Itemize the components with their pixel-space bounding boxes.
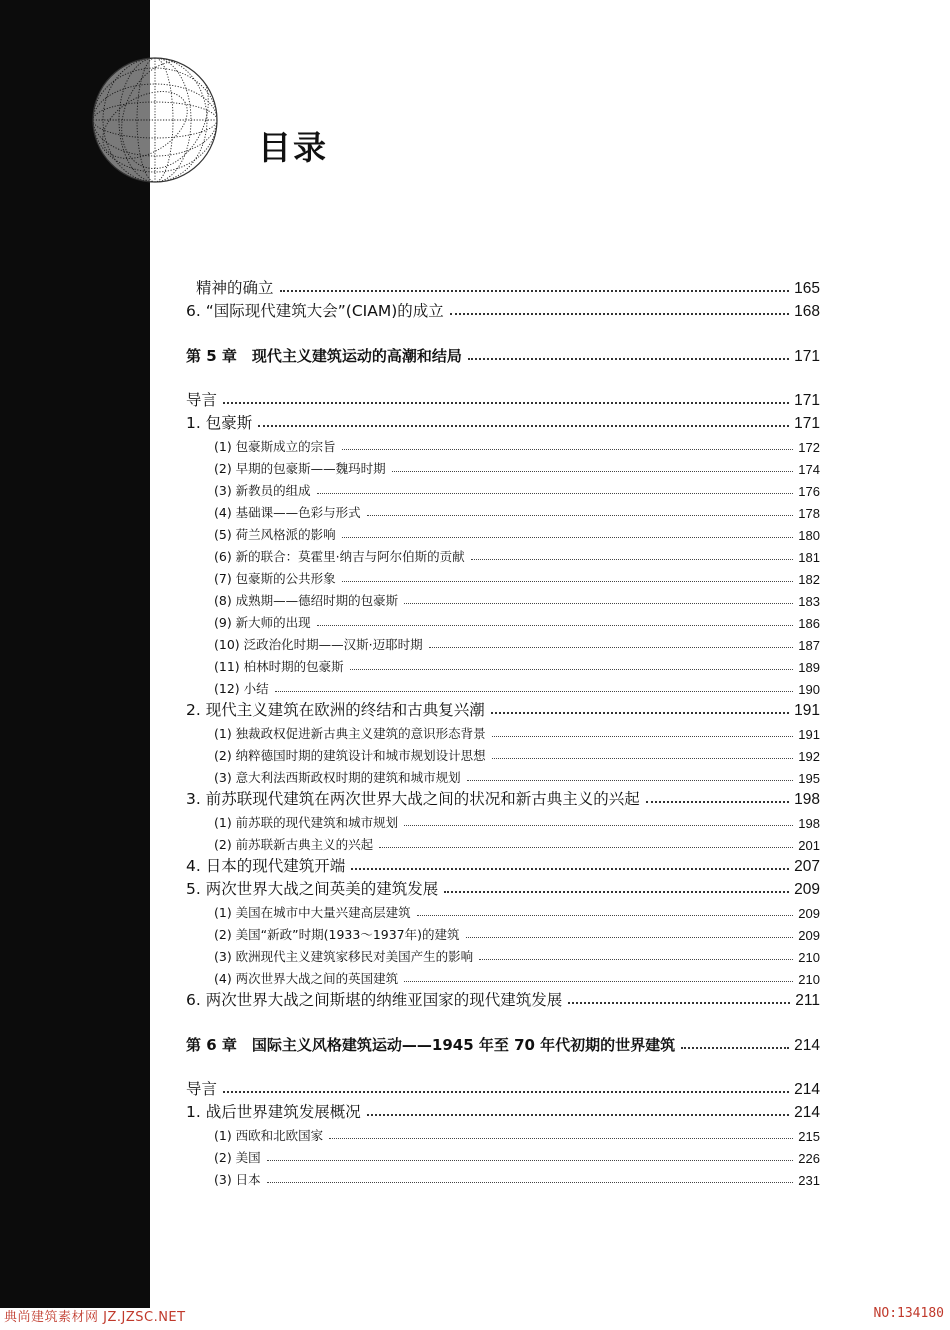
toc-entry-title: (2) 美国“新政”时期(1933～1937年)的建筑 xyxy=(214,927,460,942)
toc-page-number: 198 xyxy=(794,791,820,808)
toc-page-number: 186 xyxy=(798,616,820,631)
toc-page-number: 174 xyxy=(798,462,820,477)
dot-leader xyxy=(646,800,789,803)
toc-entry-title: 导言 xyxy=(186,391,218,409)
toc-subsection-row xyxy=(186,543,820,565)
toc-page-number: 231 xyxy=(798,1173,820,1188)
toc-page-number: 198 xyxy=(798,816,820,831)
toc-page-number: 190 xyxy=(798,682,820,697)
toc-page-number: 183 xyxy=(798,594,820,609)
dot-leader xyxy=(258,424,789,427)
toc-subsection-row xyxy=(186,943,820,965)
dot-leader xyxy=(479,958,793,960)
toc-entry-title: (1) 前苏联的现代建筑和城市规划 xyxy=(214,815,399,830)
toc-entry-title: (2) 纳粹德国时期的建筑设计和城市规划设计思想 xyxy=(214,748,486,763)
dot-leader xyxy=(444,890,789,893)
dot-leader xyxy=(275,690,794,692)
dot-leader xyxy=(342,536,794,538)
dot-leader xyxy=(392,470,794,472)
toc-chapter-row xyxy=(186,342,820,366)
toc-subsection-row xyxy=(186,653,820,675)
toc-entry-title: (3) 意大利法西斯政权时期的建筑和城市规划 xyxy=(214,770,461,785)
toc-page-number: 180 xyxy=(798,528,820,543)
toc-section-row xyxy=(186,1076,820,1099)
dot-leader xyxy=(223,1090,789,1093)
toc-entry-title: 第 5 章 现代主义建筑运动的高潮和结局 xyxy=(186,347,462,365)
dot-leader xyxy=(317,624,794,626)
toc-subsection-row xyxy=(186,742,820,764)
toc-entry-title: (12) 小结 xyxy=(214,681,269,696)
toc-page-number: 187 xyxy=(798,638,820,653)
toc-entry-title: 2. 现代主义建筑在欧洲的终结和古典复兴潮 xyxy=(186,701,485,719)
toc-entry-title: (3) 欧洲现代主义建筑家移民对美国产生的影响 xyxy=(214,949,474,964)
toc-subsection-row xyxy=(186,521,820,543)
toc-subsection-row xyxy=(186,965,820,987)
toc-entry-title: (10) 泛政治化时期——汉斯·迈耶时期 xyxy=(214,637,423,652)
toc-subsection-row xyxy=(186,609,820,631)
toc-subsection-row xyxy=(186,631,820,653)
toc-subsection-row xyxy=(186,477,820,499)
toc-page-number: 168 xyxy=(794,303,820,320)
dot-leader xyxy=(491,711,789,714)
toc-section-row xyxy=(186,987,820,1010)
toc-entry-title: (5) 荷兰风格派的影响 xyxy=(214,527,336,542)
dot-leader xyxy=(568,1001,790,1004)
dot-leader xyxy=(404,602,793,604)
dot-leader xyxy=(404,824,793,826)
toc-page-number: 211 xyxy=(795,992,820,1009)
globe-icon xyxy=(90,55,220,185)
page-title: 目录 xyxy=(258,128,328,167)
toc-page-number: 210 xyxy=(798,972,820,987)
dot-leader xyxy=(492,735,794,737)
toc-page-number: 214 xyxy=(794,1081,820,1098)
toc-subsection-row xyxy=(186,1166,820,1188)
toc-subsection-row xyxy=(186,1122,820,1144)
toc-entry-title: 5. 两次世界大战之间英美的建筑发展 xyxy=(186,880,439,898)
dot-leader xyxy=(367,1113,789,1116)
table-of-contents xyxy=(186,275,820,1188)
toc-entry-title: 1. 战后世界建筑发展概况 xyxy=(186,1103,361,1121)
toc-entry-title: 第 6 章 国际主义风格建筑运动——1945 年至 70 年代初期的世界建筑 xyxy=(186,1036,676,1054)
toc-entry-title: 导言 xyxy=(186,1080,218,1098)
toc-subsection-row xyxy=(186,899,820,921)
toc-entry-title: 4. 日本的现代建筑开端 xyxy=(186,857,346,875)
toc-section-row xyxy=(186,853,820,876)
toc-entry-title: (4) 两次世界大战之间的英国建筑 xyxy=(214,971,399,986)
dot-leader xyxy=(267,1181,794,1183)
toc-section-row xyxy=(186,786,820,809)
toc-page-number: 181 xyxy=(798,550,820,565)
toc-section-row xyxy=(186,697,820,720)
dot-leader xyxy=(351,867,789,870)
toc-entry-title: (1) 独裁政权促进新古典主义建筑的意识形态背景 xyxy=(214,726,486,741)
toc-entry-title: (2) 前苏联新古典主义的兴起 xyxy=(214,837,374,852)
dot-leader xyxy=(681,1046,789,1049)
dot-leader xyxy=(492,757,794,759)
toc-chapter-row xyxy=(186,1031,820,1055)
toc-page-number: 214 xyxy=(794,1104,820,1121)
toc-entry-title: (2) 美国 xyxy=(214,1150,261,1165)
dot-leader xyxy=(223,401,789,404)
toc-page-number: 210 xyxy=(798,950,820,965)
toc-entry-title: (6) 新的联合：莫霍里·纳吉与阿尔伯斯的贡献 xyxy=(214,549,465,564)
toc-section-row xyxy=(186,298,820,321)
toc-subsection-row xyxy=(186,921,820,943)
toc-entry-title: (1) 西欧和北欧国家 xyxy=(214,1128,324,1143)
toc-entry-title: (2) 早期的包豪斯——魏玛时期 xyxy=(214,461,386,476)
toc-page-number: 215 xyxy=(798,1129,820,1144)
toc-page-number: 209 xyxy=(798,928,820,943)
dot-leader xyxy=(267,1159,794,1161)
toc-subsection-row xyxy=(186,565,820,587)
toc-page-number: 214 xyxy=(794,1037,820,1054)
toc-section-row xyxy=(186,876,820,899)
toc-subsection-row xyxy=(186,499,820,521)
dot-leader xyxy=(317,492,794,494)
toc-entry-title: (9) 新大师的出现 xyxy=(214,615,311,630)
dot-leader xyxy=(342,448,794,450)
toc-subsection-row xyxy=(186,587,820,609)
dot-leader xyxy=(450,312,789,315)
toc-subsection-row xyxy=(186,764,820,786)
toc-page-number: 207 xyxy=(794,858,820,875)
black-sidebar xyxy=(0,0,150,1308)
dot-leader xyxy=(367,514,794,516)
toc-page-number: 226 xyxy=(798,1151,820,1166)
toc-page-number: 191 xyxy=(794,702,820,719)
dot-leader xyxy=(429,646,794,648)
toc-page-number: 191 xyxy=(798,727,820,742)
dot-leader xyxy=(280,289,790,292)
toc-entry-title: (11) 柏林时期的包豪斯 xyxy=(214,659,344,674)
toc-entry-title: (1) 美国在城市中大量兴建高层建筑 xyxy=(214,905,411,920)
toc-subsection-row xyxy=(186,720,820,742)
toc-entry-title: (3) 新教员的组成 xyxy=(214,483,311,498)
toc-page-number: 176 xyxy=(798,484,820,499)
toc-page-number: 178 xyxy=(798,506,820,521)
toc-page-number: 209 xyxy=(798,906,820,921)
toc-entry-title: (1) 包豪斯成立的宗旨 xyxy=(214,439,336,454)
dot-leader xyxy=(466,936,794,938)
toc-section-row xyxy=(186,387,820,410)
toc-subsection-row xyxy=(186,831,820,853)
toc-subsection-row xyxy=(186,809,820,831)
toc-subsection-row xyxy=(186,675,820,697)
footer-watermark: 典尚建筑素材网 JZ.JZSC.NET xyxy=(4,1310,186,1325)
dot-leader xyxy=(350,668,794,670)
toc-section-row xyxy=(186,1099,820,1122)
toc-entry-title: 精神的确立 xyxy=(196,279,274,297)
toc-page-number: 171 xyxy=(794,415,820,432)
toc-page-number: 171 xyxy=(794,348,820,365)
toc-page-number: 195 xyxy=(798,771,820,786)
toc-entry-title: 1. 包豪斯 xyxy=(186,414,253,432)
toc-subsection-row xyxy=(186,433,820,455)
toc-page-number: 209 xyxy=(794,881,820,898)
toc-entry-title: 3. 前苏联现代建筑在两次世界大战之间的状况和新古典主义的兴起 xyxy=(186,790,640,808)
dot-leader xyxy=(417,914,794,916)
toc-page-number: 172 xyxy=(798,440,820,455)
dot-leader xyxy=(471,558,794,560)
toc-subsection-row xyxy=(186,1144,820,1166)
toc-page-number: 201 xyxy=(798,838,820,853)
toc-entry-title: 6. “国际现代建筑大会”(CIAM)的成立 xyxy=(186,302,444,320)
dot-leader xyxy=(379,846,793,848)
toc-page-number: 165 xyxy=(794,280,820,297)
toc-entry-title: (3) 日本 xyxy=(214,1172,261,1187)
toc-entry-title: (8) 成熟期——德绍时期的包豪斯 xyxy=(214,593,399,608)
toc-entry-title: (4) 基础课——色彩与形式 xyxy=(214,505,361,520)
toc-page-number: 182 xyxy=(798,572,820,587)
footer-id: NO:134180 xyxy=(873,1306,944,1321)
dot-leader xyxy=(329,1137,793,1139)
toc-page-number: 192 xyxy=(798,749,820,764)
toc-section-row xyxy=(186,275,820,298)
dot-leader xyxy=(467,779,794,781)
toc-subsection-row xyxy=(186,455,820,477)
dot-leader xyxy=(404,980,793,982)
toc-entry-title: 6. 两次世界大战之间斯堪的纳维亚国家的现代建筑发展 xyxy=(186,991,563,1009)
dot-leader xyxy=(342,580,794,582)
toc-entry-title: (7) 包豪斯的公共形象 xyxy=(214,571,336,586)
toc-section-row xyxy=(186,410,820,433)
toc-page-number: 189 xyxy=(798,660,820,675)
dot-leader xyxy=(468,357,789,360)
toc-page-number: 171 xyxy=(794,392,820,409)
